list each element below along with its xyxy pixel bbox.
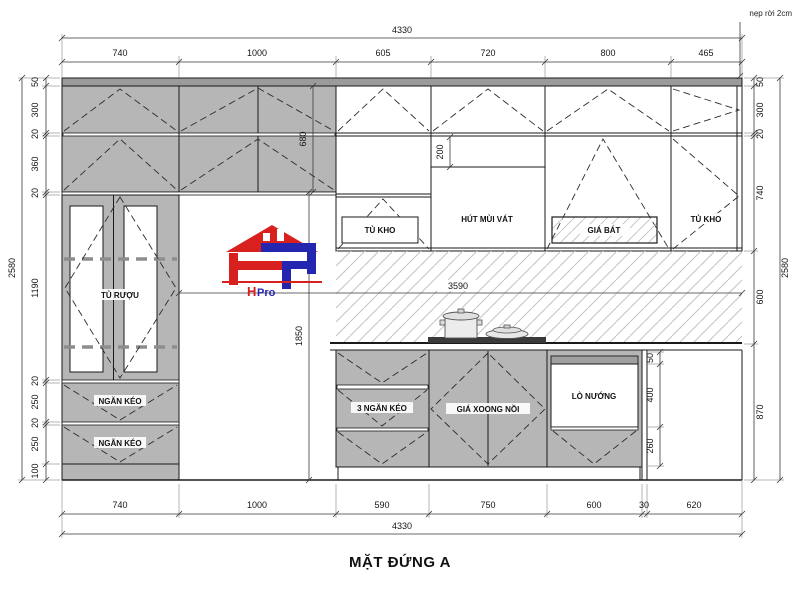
top-right-note: nẹp rời 2cm [749,9,792,18]
dim-right-50: 50 [755,76,765,88]
dim-top-800: 800 [600,48,616,58]
dim-left-250a: 250 [30,394,40,410]
dim-left-360: 360 [30,156,40,172]
dim-3590: 3590 [447,281,469,291]
dim-open-line [657,349,663,469]
dim-bottom-590: 590 [374,500,390,510]
dim-right-overall: 2580 [780,257,790,279]
dim-left-1190: 1190 [30,278,40,298]
dim-left-outer-line [19,75,25,483]
pot-knob [458,309,464,313]
dim-left-20b: 20 [30,187,40,199]
base-drawer-gap-1 [337,385,428,389]
dim-right-20: 20 [755,128,765,140]
dim-right-600: 600 [755,289,765,305]
label-ngan-keo-2: NGĂN KÉO [98,439,142,448]
dim-left-overall: 2580 [7,257,17,279]
top-trim-strip [62,78,742,86]
oven-drawer-gap [551,427,638,430]
dim-left-20a: 20 [30,128,40,140]
dim-left-50: 50 [30,76,40,88]
dim-right-300: 300 [755,102,765,118]
label-ngan-keo-1: NGĂN KÉO [98,397,142,406]
pan-knob [504,325,510,328]
dim-oven-260: 260 [645,438,655,454]
dim-left-300: 300 [30,102,40,118]
dim-left-20d: 20 [30,417,40,429]
dim-top-740: 740 [112,48,128,58]
dim-top-605: 605 [375,48,391,58]
dim-left-100: 100 [30,463,40,479]
dim-right-870: 870 [755,404,765,420]
logo-roof-notch-2 [277,229,284,241]
pot-handle-right [477,320,482,325]
dim-top-465: 465 [698,48,714,58]
dim-top-overall: 4330 [391,25,413,35]
dim-200: 200 [435,144,445,160]
wine-drawer-sep-1 [62,380,179,383]
dim-bottom-620: 620 [686,500,702,510]
wine-drawer-sep-2 [62,422,179,425]
dim-680: 680 [298,131,308,147]
drawing-title: MẶT ĐỨNG A [349,554,451,571]
logo-text-pro: Pro [257,287,276,299]
base-kick [338,467,640,480]
left-upper-shelf-gap [63,133,335,136]
dim-top-1000: 1000 [246,48,268,58]
dim-left-20c: 20 [30,375,40,387]
pot-handle-left [440,320,445,325]
logo-rule [222,281,322,283]
dim-bottom-1000: 1000 [246,500,268,510]
dim-1850: 1850 [294,325,304,347]
dim-1850-line [306,189,312,483]
dim-right-740: 740 [755,185,765,201]
label-tu-kho-right: TỦ KHO [690,215,722,224]
dim-bottom-overall-line [59,531,745,537]
logo-p-stem [282,261,291,289]
logo-p-right-bar [307,243,316,274]
label-gia-bat: GIÁ BÁT [587,226,621,235]
dim-bottom-740: 740 [112,500,128,510]
label-tu-ruou: TỦ RƯỢU [101,291,139,300]
dim-oven-50: 50 [645,352,655,364]
logo-text-h: H [247,284,257,299]
hpro-logo [222,225,322,299]
backsplash-hatch [336,251,742,343]
dim-top-overall-line [59,35,745,41]
logo-h-crossbar [229,261,283,270]
oven-top-strip [551,356,638,364]
label-tu-kho-left: TỦ KHO [364,226,396,235]
label-gia-xoong-noi: GIÁ XOONG NỒI [456,405,520,414]
dim-top-segments-line [59,59,745,65]
dim-top-720: 720 [480,48,496,58]
label-ba-ngan-keo: 3 NGĂN KÉO [357,404,407,413]
label-lo-nuong: LÒ NƯỚNG [571,392,617,401]
dim-left-250b: 250 [30,436,40,452]
label-hut-mui: HÚT MÙI VÁT [461,215,513,224]
cabinet-structure [62,78,742,480]
dim-bottom-750: 750 [480,500,496,510]
base-drawer-gap-2 [337,428,428,431]
dim-bottom-overall: 4330 [391,521,413,531]
logo-roof-notch-1 [263,233,270,241]
dim-bottom-600: 600 [586,500,602,510]
dim-bottom-30: 30 [638,500,650,510]
dim-oven-400: 400 [645,387,655,403]
